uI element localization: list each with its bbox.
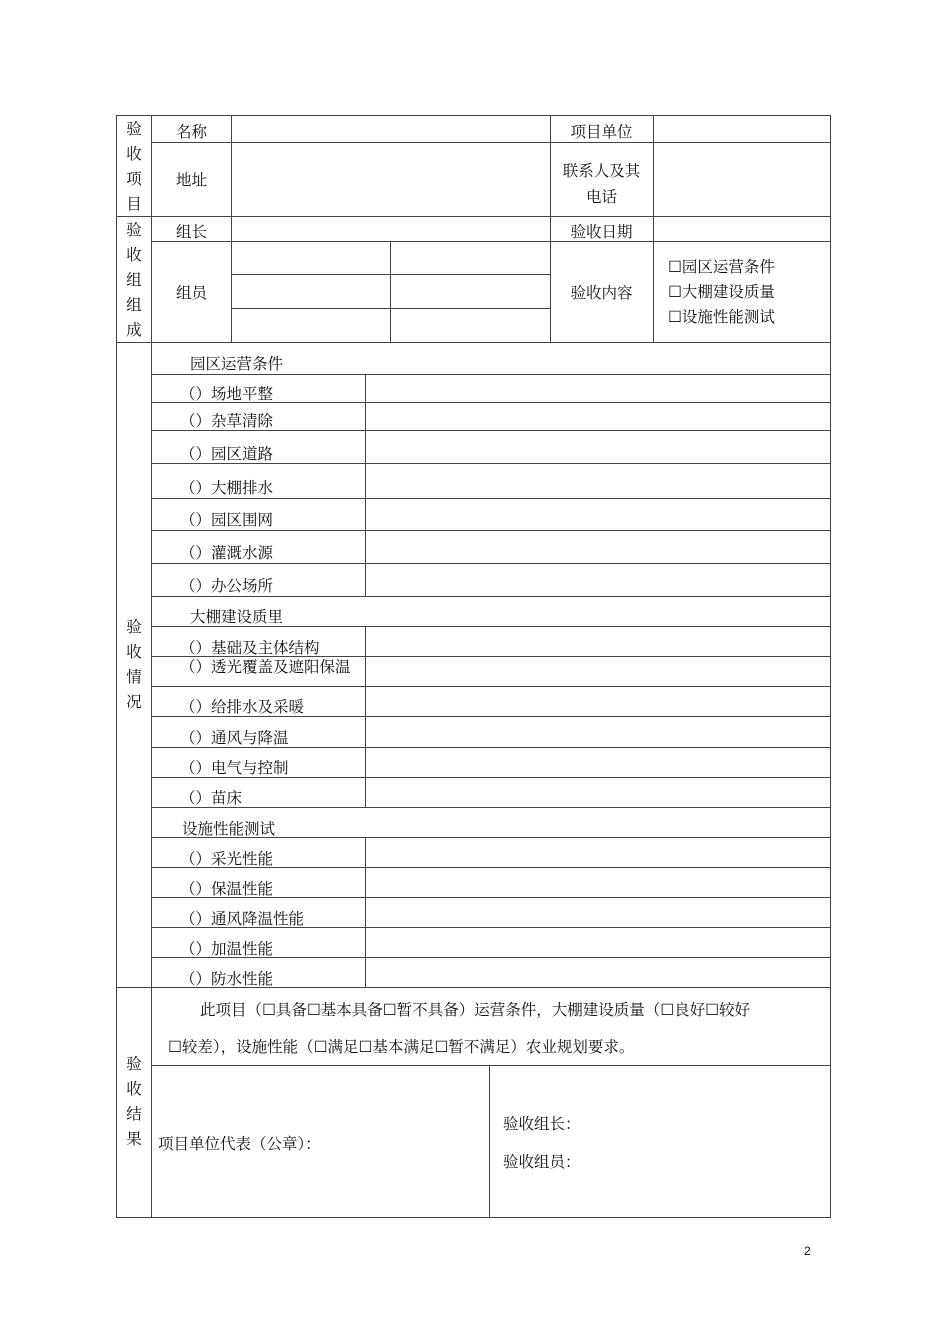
facility-item: （）防水性能 xyxy=(180,970,274,988)
content-option-facility[interactable]: ☐设施性能测试 xyxy=(668,308,775,326)
content-option-greenhouse[interactable]: ☐大棚建设质量 xyxy=(668,283,775,301)
park-item: （）大棚排水 xyxy=(180,479,274,497)
park-item: （）灌溉水源 xyxy=(180,544,274,562)
greenhouse-item: （）电气与控制 xyxy=(180,759,289,777)
page-number: 2 xyxy=(804,1244,811,1258)
greenhouse-item: （）基础及主体结构 xyxy=(180,639,320,657)
park-item: （）办公场所 xyxy=(180,577,274,595)
facility-item: （）采光性能 xyxy=(180,850,274,868)
park-item: （）园区围网 xyxy=(180,511,274,529)
situation-section-label: 验收情况 xyxy=(126,618,142,711)
members-label: 组员 xyxy=(176,284,208,302)
leader-label: 组长 xyxy=(176,223,208,241)
park-heading: 园区运营条件 xyxy=(190,355,284,373)
result-statement-line2: ☐较差），设施性能（☐满足☐基本满足☐暂不满足）农业规划要求。 xyxy=(168,1038,635,1056)
acceptance-content-label: 验收内容 xyxy=(570,284,633,302)
facility-item: （）保温性能 xyxy=(180,880,274,898)
park-item: （）场地平整 xyxy=(180,385,274,403)
park-item: （）杂草清除 xyxy=(180,412,274,430)
greenhouse-item: （）苗床 xyxy=(180,789,243,807)
name-label: 名称 xyxy=(176,123,208,141)
greenhouse-item: （）透光覆盖及遮阳保温 xyxy=(180,658,351,676)
greenhouse-item: （）通风与降温 xyxy=(180,729,289,747)
leader-signature-label: 验收组长： xyxy=(503,1115,581,1133)
park-item: （）园区道路 xyxy=(180,445,274,463)
content-options xyxy=(668,255,775,330)
address-label: 地址 xyxy=(176,171,208,189)
result-statement-line1: 此项目（☐具备☐基本具备☐暂不具备）运营条件，大棚建设质量（☐良好☐较好 xyxy=(200,1001,750,1019)
greenhouse-heading: 大棚建设质里 xyxy=(190,608,284,626)
content-option-park[interactable]: ☐园区运营条件 xyxy=(668,258,775,276)
group-section-label: 验收组组成 xyxy=(126,221,142,339)
facility-item: （）通风降温性能 xyxy=(180,910,305,928)
project-unit-label: 项目单位 xyxy=(570,123,633,141)
acceptance-date-label: 验收日期 xyxy=(570,223,633,241)
member-signature-label: 验收组员： xyxy=(503,1153,581,1171)
result-section-label: 验收结果 xyxy=(126,1055,142,1148)
project-section-label: 验收项目 xyxy=(126,120,142,213)
greenhouse-item: （）给排水及采暖 xyxy=(180,698,305,716)
contact-label: 联系人及其 电话 xyxy=(562,162,641,206)
facility-heading: 设施性能测试 xyxy=(182,820,276,838)
facility-item: （）加温性能 xyxy=(180,940,274,958)
unit-representative-label: 项目单位代表（公章）： xyxy=(158,1135,321,1153)
acceptance-form-table xyxy=(116,115,831,1218)
